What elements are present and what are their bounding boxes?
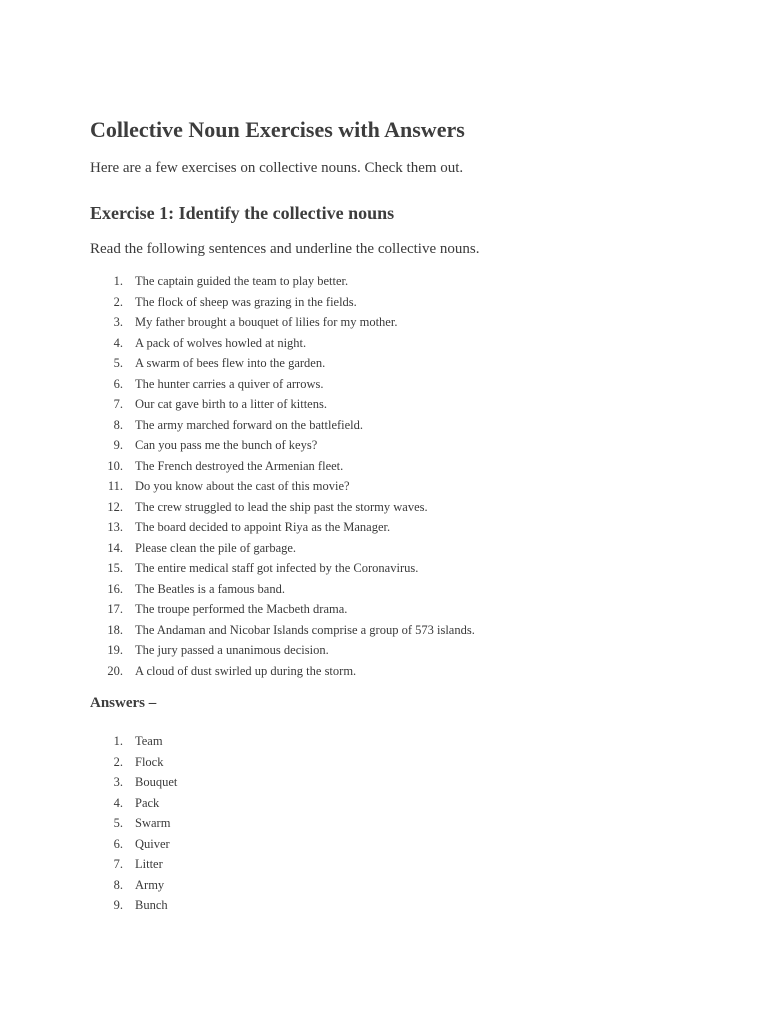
list-item-number: 18. xyxy=(107,622,123,637)
document-page xyxy=(90,116,730,916)
list-item-text: The French destroyed the Armenian fleet. xyxy=(135,458,344,473)
list-item-number: 15. xyxy=(107,561,123,575)
list-item xyxy=(90,813,730,834)
list-item-text: The Andaman and Nicobar Islands comprise a group of 573 islands. xyxy=(135,622,475,637)
list-item-text: Do you know about the cast of this movie? xyxy=(135,479,350,493)
answer-text: Pack xyxy=(135,795,160,810)
list-item-text: The crew struggled to lead the ship past the stormy waves. xyxy=(135,499,428,514)
exercise-1-heading: Exercise 1: Identify the collective nouns xyxy=(90,203,395,223)
list-item-number: 11. xyxy=(107,479,123,493)
list-item-number: 4. xyxy=(113,335,123,350)
list-item-number: 19. xyxy=(107,643,123,657)
list-item-number: 6. xyxy=(113,376,123,391)
answer-text: Bouquet xyxy=(135,775,178,789)
list-item-number: 9. xyxy=(113,898,123,912)
list-item xyxy=(90,854,730,875)
list-item xyxy=(90,752,730,773)
list-item xyxy=(90,579,730,600)
exercise-1-instruction: Read the following sentences and underline the collective nouns. xyxy=(90,241,480,257)
list-item xyxy=(90,476,730,497)
list-item-number: 7. xyxy=(113,397,123,411)
list-item-text: A pack of wolves howled at night. xyxy=(135,335,307,350)
list-item xyxy=(90,353,730,374)
list-item-number: 7. xyxy=(113,857,123,871)
answer-text: Quiver xyxy=(135,836,170,851)
list-item-number: 13. xyxy=(107,520,123,534)
list-item-text: The board decided to appoint Riya as the Manager. xyxy=(135,520,391,534)
list-item-number: 1. xyxy=(113,734,123,748)
answers-list xyxy=(90,731,730,916)
list-item-number: 5. xyxy=(113,816,123,830)
list-item-text: The jury passed a unanimous decision. xyxy=(135,643,329,657)
list-item-number: 9. xyxy=(113,438,123,452)
list-item xyxy=(90,895,730,916)
list-item xyxy=(90,620,730,641)
answer-text: Flock xyxy=(135,754,164,769)
list-item-number: 3. xyxy=(113,775,123,789)
list-item-number: 3. xyxy=(113,315,123,329)
list-item-number: 2. xyxy=(113,294,123,309)
list-item xyxy=(90,834,730,855)
list-item-text: Our cat gave birth to a litter of kittens. xyxy=(135,397,327,411)
list-item xyxy=(90,558,730,579)
list-item xyxy=(90,271,730,292)
list-item-text: The entire medical staff got infected by the Coronavirus. xyxy=(135,561,419,575)
list-item xyxy=(90,772,730,793)
list-item-text: Please clean the pile of garbage. xyxy=(135,540,297,555)
answer-text: Swarm xyxy=(135,816,171,830)
list-item-text: The troupe performed the Macbeth drama. xyxy=(135,602,348,616)
answer-text: Team xyxy=(135,734,163,748)
list-item-text: The Beatles is a famous band. xyxy=(135,581,285,596)
list-item xyxy=(90,333,730,354)
list-item-number: 2. xyxy=(113,754,123,769)
answer-text: Bunch xyxy=(135,898,168,912)
answers-heading: Answers – xyxy=(90,695,157,711)
list-item-text: The army marched forward on the battlefield. xyxy=(135,417,364,432)
list-item xyxy=(90,292,730,313)
list-item-number: 14. xyxy=(107,540,123,555)
list-item-number: 20. xyxy=(107,663,123,678)
answer-text: Army xyxy=(135,877,165,892)
list-item-number: 4. xyxy=(113,795,123,810)
list-item xyxy=(90,661,730,682)
list-item xyxy=(90,599,730,620)
list-item-number: 12. xyxy=(107,499,123,514)
list-item-number: 1. xyxy=(113,274,123,288)
list-item xyxy=(90,415,730,436)
list-item xyxy=(90,374,730,395)
list-item-number: 17. xyxy=(107,602,123,616)
list-item-text: The captain guided the team to play better. xyxy=(135,274,349,288)
exercise-1-list xyxy=(90,271,730,681)
list-item xyxy=(90,497,730,518)
list-item-number: 6. xyxy=(113,836,123,851)
list-item-text: A swarm of bees flew into the garden. xyxy=(135,356,326,370)
list-item xyxy=(90,394,730,415)
list-item xyxy=(90,456,730,477)
list-item-text: The hunter carries a quiver of arrows. xyxy=(135,376,324,391)
list-item xyxy=(90,312,730,333)
list-item-number: 5. xyxy=(113,356,123,370)
list-item-number: 16. xyxy=(107,581,123,596)
list-item xyxy=(90,875,730,896)
list-item-text: The flock of sheep was grazing in the fields. xyxy=(135,294,357,309)
list-item xyxy=(90,640,730,661)
list-item xyxy=(90,793,730,814)
list-item-number: 8. xyxy=(113,877,123,892)
page-title: Collective Noun Exercises with Answers xyxy=(90,117,465,142)
answer-text: Litter xyxy=(135,857,163,871)
list-item-number: 10. xyxy=(107,458,123,473)
list-item-text: Can you pass me the bunch of keys? xyxy=(135,438,318,452)
list-item-text: My father brought a bouquet of lilies for my mother. xyxy=(135,315,398,329)
list-item xyxy=(90,731,730,752)
list-item xyxy=(90,538,730,559)
intro-paragraph: Here are a few exercises on collective nouns. Check them out. xyxy=(90,160,464,176)
list-item-text: A cloud of dust swirled up during the storm. xyxy=(135,663,357,678)
list-item xyxy=(90,435,730,456)
list-item-number: 8. xyxy=(113,417,123,432)
list-item xyxy=(90,517,730,538)
